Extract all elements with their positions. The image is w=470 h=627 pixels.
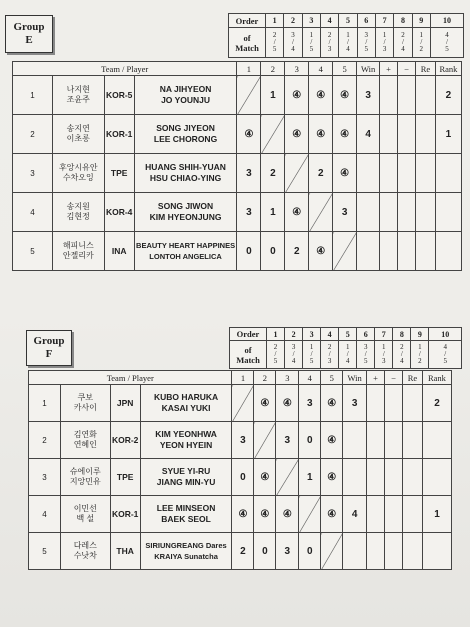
score-cell: ④ — [321, 496, 343, 533]
plus-cell — [380, 76, 398, 115]
player-names: LEE MINSEON BAEK SEOL — [140, 496, 232, 533]
rank-cell — [435, 232, 461, 271]
score-cell: ④ — [333, 76, 357, 115]
plus-header: + — [380, 62, 398, 76]
table-row — [13, 115, 462, 154]
match-label: Match — [235, 42, 259, 53]
plus-header: + — [367, 371, 385, 385]
win-cell — [357, 154, 380, 193]
of-label: of — [243, 32, 251, 43]
score-cell: ④ — [254, 496, 276, 533]
table-row — [29, 459, 452, 496]
score-cell: ④ — [276, 385, 299, 422]
group-f-table — [28, 370, 452, 570]
order-label: Order — [229, 14, 266, 28]
match-pair: 2 / 5 — [266, 28, 284, 58]
header-row — [29, 371, 452, 385]
team-player-header: Team / Player — [13, 62, 237, 76]
row-no: 3 — [29, 459, 61, 496]
col-header: 5 — [321, 371, 343, 385]
win-cell — [343, 459, 367, 496]
minus-cell — [398, 193, 416, 232]
rank-cell — [435, 193, 461, 232]
plus-cell — [367, 422, 385, 459]
match-label: Match — [236, 354, 260, 365]
player-names: SONG JIWON KIM HYEONJUNG — [134, 193, 237, 232]
match-num: 10 — [429, 328, 462, 341]
score-cell: 0 — [261, 232, 285, 271]
rank-cell — [422, 533, 451, 570]
row-no: 5 — [13, 232, 53, 271]
score-cell: ④ — [254, 385, 276, 422]
player-names: SIRIUNGREANG Dares KRAIYA Sunatcha — [140, 533, 232, 570]
player-names: HUANG SHIH-YUAN HSU CHIAO-YING — [134, 154, 237, 193]
row-no: 3 — [13, 154, 53, 193]
of-label: of — [244, 344, 252, 355]
score-cell: ④ — [237, 115, 261, 154]
minus-cell — [385, 422, 403, 459]
score-cell: 2 — [261, 154, 285, 193]
win-cell — [343, 422, 367, 459]
match-pair: 2 / 4 — [394, 28, 412, 58]
table-row — [29, 496, 452, 533]
win-cell: 3 — [343, 385, 367, 422]
player-names: SYUE YI-RU JIANG MIN-YU — [140, 459, 232, 496]
score-cell: ④ — [285, 115, 309, 154]
match-pair: 1 / 4 — [339, 341, 357, 369]
match-pair: 1 / 2 — [412, 28, 430, 58]
korean-names: 나지현 조윤주 — [52, 76, 104, 115]
team-player-header: Team / Player — [29, 371, 232, 385]
re-cell — [415, 232, 435, 271]
match-num: 9 — [412, 14, 430, 28]
plus-cell — [367, 496, 385, 533]
header-row — [13, 62, 462, 76]
match-pair: 3 / 4 — [284, 28, 302, 58]
plus-cell — [380, 232, 398, 271]
score-self-cell — [309, 193, 333, 232]
col-header: 5 — [333, 62, 357, 76]
score-cell: 3 — [333, 193, 357, 232]
table-row — [13, 232, 462, 271]
rank-cell: 2 — [435, 76, 461, 115]
minus-header: − — [385, 371, 403, 385]
score-cell: ④ — [309, 232, 333, 271]
player-names: BEAUTY HEART HAPPINES LONTOH ANGELICA — [134, 232, 237, 271]
re-cell — [402, 459, 422, 496]
score-self-cell — [237, 76, 261, 115]
match-num: 9 — [411, 328, 429, 341]
plus-cell — [367, 533, 385, 570]
country-code: THA — [110, 533, 140, 570]
col-header: 4 — [309, 62, 333, 76]
rank-cell: 1 — [422, 496, 451, 533]
re-cell — [402, 385, 422, 422]
match-num: 4 — [321, 328, 339, 341]
score-cell: 1 — [299, 459, 321, 496]
match-num: 6 — [357, 328, 375, 341]
score-self-cell — [261, 115, 285, 154]
player-names: KIM YEONHWA YEON HYEIN — [140, 422, 232, 459]
score-cell: ④ — [321, 385, 343, 422]
group-word: Group — [33, 335, 65, 347]
group-e-order-of-match — [228, 13, 464, 58]
match-pair: 2 / 5 — [267, 341, 285, 369]
korean-names: 김연화 연혜인 — [60, 422, 110, 459]
match-num: 8 — [394, 14, 412, 28]
rank-cell — [422, 422, 451, 459]
rank-header: Rank — [435, 62, 461, 76]
win-cell — [343, 533, 367, 570]
player-names: SONG JIYEON LEE CHORONG — [134, 115, 237, 154]
match-pair: 2 / 3 — [321, 341, 339, 369]
score-cell: 0 — [299, 533, 321, 570]
match-pair: 3 / 5 — [357, 28, 375, 58]
score-cell: 2 — [309, 154, 333, 193]
row-no: 1 — [29, 385, 61, 422]
korean-names: 송지연 이초롱 — [52, 115, 104, 154]
match-num: 8 — [393, 328, 411, 341]
win-cell: 3 — [357, 76, 380, 115]
score-cell: ④ — [285, 193, 309, 232]
country-code: KOR-4 — [104, 193, 134, 232]
country-code: KOR-2 — [110, 422, 140, 459]
group-letter: E — [25, 34, 33, 46]
re-cell — [402, 533, 422, 570]
re-cell — [415, 154, 435, 193]
table-row — [29, 533, 452, 570]
score-self-cell — [321, 533, 343, 570]
match-pair: 1 / 3 — [375, 28, 393, 58]
score-cell: 3 — [237, 154, 261, 193]
match-pair: 2 / 4 — [393, 341, 411, 369]
win-cell — [357, 193, 380, 232]
group-letter: F — [45, 348, 53, 360]
minus-cell — [398, 232, 416, 271]
col-header: 3 — [285, 62, 309, 76]
score-self-cell — [299, 496, 321, 533]
plus-cell — [367, 385, 385, 422]
player-names: KUBO HARUKA KASAI YUKI — [140, 385, 232, 422]
plus-cell — [380, 193, 398, 232]
minus-cell — [398, 76, 416, 115]
korean-names: 송지원 김현정 — [52, 193, 104, 232]
country-code: KOR-5 — [104, 76, 134, 115]
score-cell: ④ — [333, 115, 357, 154]
match-num: 4 — [320, 14, 338, 28]
score-cell: 1 — [261, 76, 285, 115]
score-cell: 0 — [237, 232, 261, 271]
score-cell: ④ — [321, 459, 343, 496]
score-self-cell — [285, 154, 309, 193]
country-code: JPN — [110, 385, 140, 422]
score-cell: ④ — [232, 496, 254, 533]
match-pair: 1 / 5 — [303, 341, 321, 369]
re-header: Re — [415, 62, 435, 76]
score-self-cell — [333, 232, 357, 271]
table-row — [29, 422, 452, 459]
score-cell: 3 — [237, 193, 261, 232]
plus-cell — [380, 115, 398, 154]
match-num: 6 — [357, 14, 375, 28]
score-cell: 2 — [232, 533, 254, 570]
row-no: 2 — [13, 115, 53, 154]
country-code: KOR-1 — [110, 496, 140, 533]
korean-names: 해피니스 안젤리카 — [52, 232, 104, 271]
score-self-cell — [276, 459, 299, 496]
match-pair: 2 / 3 — [320, 28, 338, 58]
match-pair: 1 / 4 — [339, 28, 357, 58]
group-e-table — [12, 61, 462, 271]
table-row — [29, 385, 452, 422]
col-header: 2 — [254, 371, 276, 385]
score-self-cell — [254, 422, 276, 459]
re-header: Re — [402, 371, 422, 385]
minus-cell — [385, 533, 403, 570]
rank-cell: 2 — [422, 385, 451, 422]
match-num: 2 — [285, 328, 303, 341]
minus-cell — [385, 459, 403, 496]
match-pair: 4 / 5 — [429, 341, 462, 369]
group-f-order-of-match — [229, 327, 462, 369]
row-no: 1 — [13, 76, 53, 115]
score-self-cell — [232, 385, 254, 422]
score-cell: 0 — [254, 533, 276, 570]
match-num: 1 — [267, 328, 285, 341]
plus-cell — [380, 154, 398, 193]
score-cell: 3 — [232, 422, 254, 459]
score-cell: 3 — [299, 385, 321, 422]
match-pair: 1 / 5 — [302, 28, 320, 58]
match-pair: 3 / 4 — [285, 341, 303, 369]
minus-cell — [385, 496, 403, 533]
col-header: 1 — [237, 62, 261, 76]
table-row — [13, 154, 462, 193]
match-num: 1 — [266, 14, 284, 28]
match-pair: 1 / 3 — [375, 341, 393, 369]
group-e-label — [5, 15, 53, 53]
minus-header: − — [398, 62, 416, 76]
win-cell: 4 — [357, 115, 380, 154]
score-cell: ④ — [254, 459, 276, 496]
group-f-label — [26, 330, 72, 366]
win-cell — [357, 232, 380, 271]
match-num: 7 — [375, 328, 393, 341]
plus-cell — [367, 459, 385, 496]
korean-names: 슈에이루 지앙민유 — [60, 459, 110, 496]
re-cell — [415, 115, 435, 154]
row-no: 4 — [13, 193, 53, 232]
rank-header: Rank — [422, 371, 451, 385]
col-header: 3 — [276, 371, 299, 385]
order-label: Order — [230, 328, 267, 341]
row-no: 4 — [29, 496, 61, 533]
row-no: 2 — [29, 422, 61, 459]
col-header: 2 — [261, 62, 285, 76]
group-word: Group — [13, 21, 45, 33]
score-cell: ④ — [321, 422, 343, 459]
re-cell — [415, 76, 435, 115]
minus-cell — [385, 385, 403, 422]
minus-cell — [398, 115, 416, 154]
match-num: 10 — [430, 14, 463, 28]
korean-names: 후앙시유안 수차오잉 — [52, 154, 104, 193]
score-cell: ④ — [276, 496, 299, 533]
match-pair: 1 / 2 — [411, 341, 429, 369]
korean-names: 쿠보 카사이 — [60, 385, 110, 422]
country-code: INA — [104, 232, 134, 271]
score-cell: 3 — [276, 533, 299, 570]
score-cell: ④ — [333, 154, 357, 193]
col-header: 1 — [232, 371, 254, 385]
match-num: 2 — [284, 14, 302, 28]
win-cell: 4 — [343, 496, 367, 533]
match-num: 7 — [375, 14, 393, 28]
col-header: 4 — [299, 371, 321, 385]
win-header: Win — [343, 371, 367, 385]
korean-names: 이민선 백 설 — [60, 496, 110, 533]
table-row — [13, 193, 462, 232]
score-cell: ④ — [309, 76, 333, 115]
country-code: TPE — [110, 459, 140, 496]
row-no: 5 — [29, 533, 61, 570]
score-cell: 1 — [261, 193, 285, 232]
minus-cell — [398, 154, 416, 193]
score-cell: ④ — [309, 115, 333, 154]
score-cell: 0 — [232, 459, 254, 496]
match-pair: 4 / 5 — [430, 28, 463, 58]
rank-cell: 1 — [435, 115, 461, 154]
country-code: TPE — [104, 154, 134, 193]
match-num: 5 — [339, 14, 357, 28]
rank-cell — [435, 154, 461, 193]
re-cell — [402, 496, 422, 533]
win-header: Win — [357, 62, 380, 76]
country-code: KOR-1 — [104, 115, 134, 154]
score-cell: 3 — [276, 422, 299, 459]
rank-cell — [422, 459, 451, 496]
match-num: 5 — [339, 328, 357, 341]
player-names: NA JIHYEON JO YOUNJU — [134, 76, 237, 115]
match-num: 3 — [302, 14, 320, 28]
re-cell — [415, 193, 435, 232]
match-num: 3 — [303, 328, 321, 341]
match-pair: 3 / 5 — [357, 341, 375, 369]
korean-names: 다레스 수낫차 — [60, 533, 110, 570]
score-cell: 2 — [285, 232, 309, 271]
re-cell — [402, 422, 422, 459]
table-row — [13, 76, 462, 115]
score-cell: 0 — [299, 422, 321, 459]
score-cell: ④ — [285, 76, 309, 115]
